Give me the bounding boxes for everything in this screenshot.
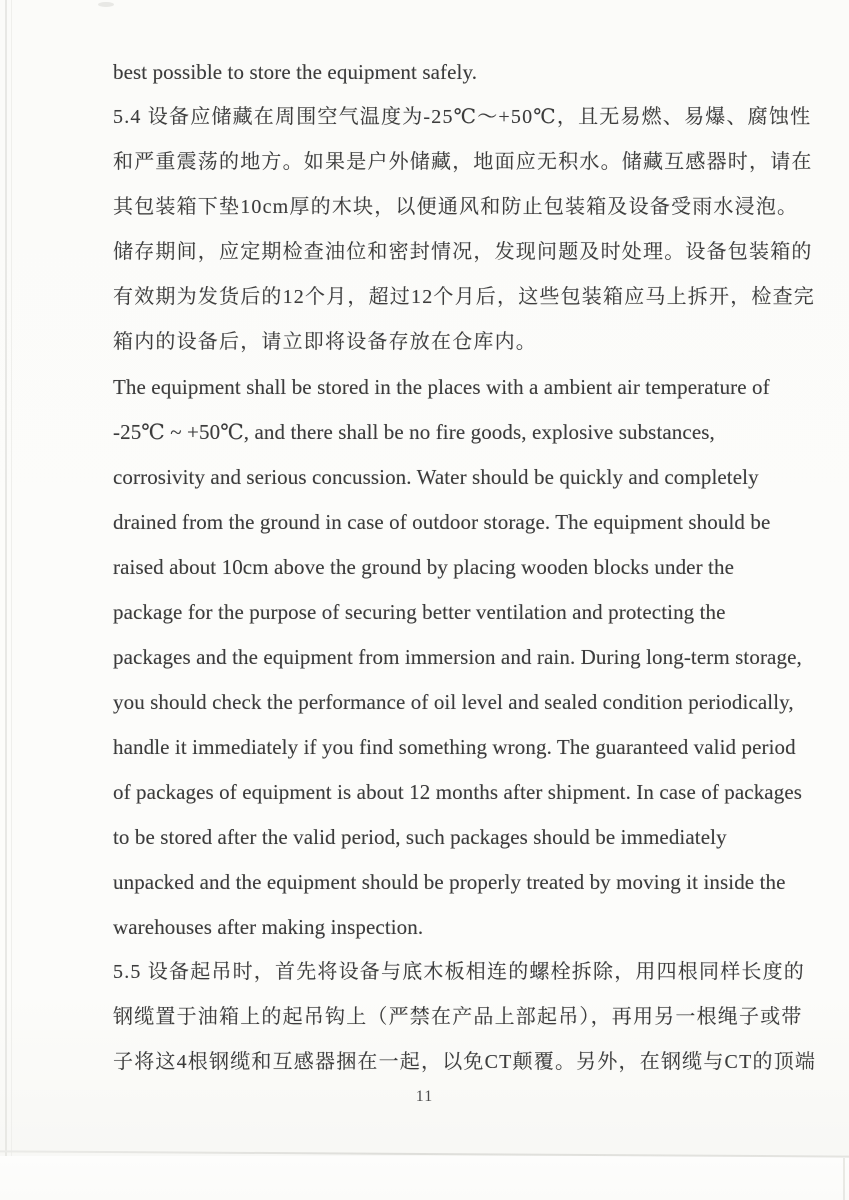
scan-corner-artifact	[843, 1158, 845, 1200]
text-line: of packages of equipment is about 12 months after shipment. In case of packages	[113, 780, 803, 804]
text-line: The equipment shall be stored in the places with a ambient air temperature of	[113, 375, 770, 399]
text-line: raised about 10cm above the ground by placing wooden blocks under the	[113, 555, 734, 579]
page-number: 11	[415, 1088, 434, 1105]
scan-smudge-artifact	[98, 2, 114, 7]
section-5-4-heading-line: 5.4 设备应储藏在周围空气温度为-25℃～+50℃，且无易燃、易爆、腐蚀性	[113, 106, 812, 128]
text-line: 和严重震荡的地方。如果是户外储藏，地面应无积水。储藏互感器时，请在	[113, 151, 813, 173]
section-5-5-heading-line: 5.5 设备起吊时，首先将设备与底木板相连的螺栓拆除，用四根同样长度的	[113, 961, 805, 983]
text-line: unpacked and the equipment should be properly treated by moving it inside the	[113, 870, 786, 894]
text-line: -25℃ ~ +50℃, and there shall be no fire goods, explosive substances,	[113, 420, 715, 444]
text-line: packages and the equipment from immersion and rain. During long-term storage,	[113, 645, 802, 669]
document-text-block	[113, 50, 817, 1085]
text-line: package for the purpose of securing better ventilation and protecting the	[113, 600, 726, 624]
scan-left-edge-artifact-inner	[11, 0, 12, 1200]
text-line: drained from the ground in case of outdoor storage. The equipment should be	[113, 510, 771, 534]
scan-bottom-shade-artifact	[0, 1156, 849, 1200]
text-line: 储存期间，应定期检查油位和密封情况，发现问题及时处理。设备包装箱的	[113, 241, 813, 263]
text-line: corrosivity and serious concussion. Water should be quickly and completely	[113, 465, 759, 489]
text-line: warehouses after making inspection.	[113, 915, 424, 939]
text-line: 箱内的设备后，请立即将设备存放在仓库内。	[113, 331, 537, 353]
scan-left-edge-artifact	[5, 0, 7, 1200]
text-line: 其包装箱下垫10cm厚的木块，以便通风和防止包装箱及设备受雨水浸泡。	[113, 196, 799, 218]
text-line: 有效期为发货后的12个月，超过12个月后，这些包装箱应马上拆开，检查完	[113, 286, 815, 308]
text-line: 子将这4根钢缆和互感器捆在一起，以免CT颠覆。另外，在钢缆与CT的顶端	[113, 1051, 817, 1073]
text-line: handle it immediately if you find something wrong. The guaranteed valid period	[113, 735, 796, 759]
text-line: to be stored after the valid period, such packages should be immediately	[113, 825, 727, 849]
text-line: you should check the performance of oil level and sealed condition periodically,	[113, 690, 794, 714]
text-line: 钢缆置于油箱上的起吊钩上（严禁在产品上部起吊），再用另一根绳子或带	[113, 1006, 803, 1028]
text-line: best possible to store the equipment safely.	[113, 60, 478, 84]
